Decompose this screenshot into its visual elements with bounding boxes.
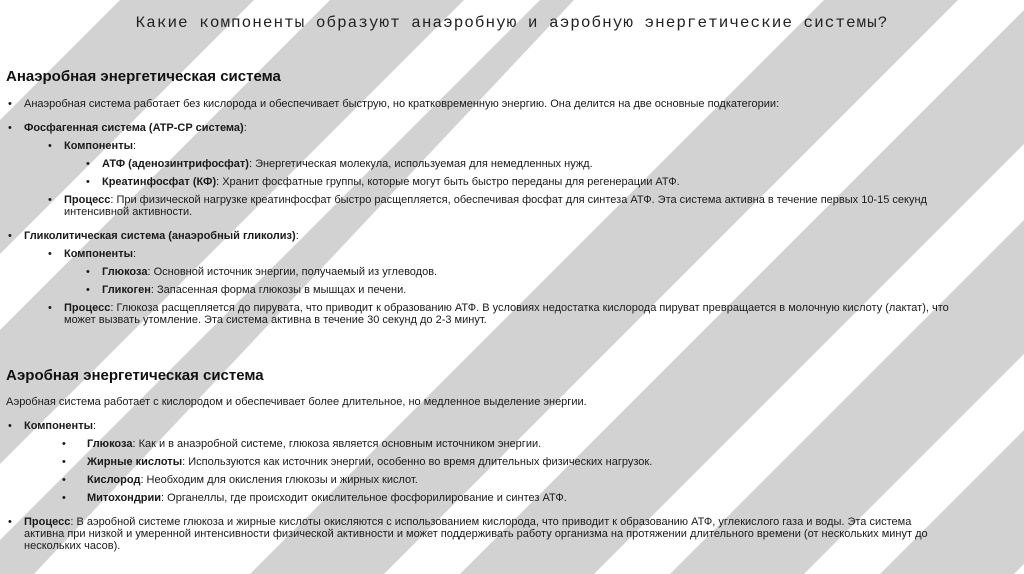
phosphagen-title-line: Фосфагенная система (ATP-CP система):: [24, 122, 247, 134]
bullet-dot: •: [86, 158, 90, 170]
aerobic-heading: Аэробная энергетическая система: [6, 367, 264, 384]
anaerobic-heading: Анаэробная энергетическая система: [6, 68, 281, 85]
oxygen-text: : Необходим для окисления глюкозы и жирных кислот.: [140, 474, 418, 486]
glycolytic-title: Гликолитическая система (анаэробный гликолиз): [24, 230, 296, 242]
process-text: : При физической нагрузке креатинфосфат быстро расщепляется, обеспечивая фосфат для синтеза АТФ. Эта система активна в течение первых 10-15 секунд: [110, 194, 927, 206]
bullet-dot: •: [62, 492, 66, 504]
aerobic-components: Компоненты:: [24, 420, 97, 432]
cp-text: : Хранит фосфатные группы, которые могут быть быстро переданы для регенерации АТФ.: [216, 176, 680, 188]
cp-item: [102, 176, 680, 188]
bullet-dot: •: [48, 194, 52, 206]
bullet-dot: •: [48, 248, 52, 260]
aerobic-intro: Аэробная система работает с кислородом и обеспечивает более длительное, но медленное выделение энергии.: [6, 396, 587, 408]
phosphagen-title: Фосфагенная система (ATP-CP система): [24, 122, 244, 134]
slide-title: Какие компоненты образуют анаэробную и аэробную энергетические системы?: [135, 14, 889, 32]
bullet-dot: •: [62, 456, 66, 468]
process-text: : Глюкоза расщепляется до пирувата, что приводит к образованию АТФ. В условиях недостатка кислорода пируват превращается в молочную кислоту (лактат), что: [110, 302, 949, 314]
bullet-dot: •: [8, 420, 12, 432]
components-label: Компоненты: [64, 140, 133, 152]
oxygen-term: Кислород: [87, 474, 141, 486]
oxygen-item: [87, 474, 418, 486]
aerobic-process: [24, 516, 911, 528]
bullet-dot: •: [86, 284, 90, 296]
glucose-text: : Как и в анаэробной системе, глюкоза является основным источником энергии.: [132, 438, 542, 450]
aerobic-process-cont-2: нескольких часов).: [24, 540, 121, 552]
glucose-item: [102, 266, 437, 278]
bullet-dot: •: [8, 230, 12, 242]
mitochondria-term: Митохондрии: [87, 492, 162, 504]
bullet-dot: •: [48, 302, 52, 314]
glycolytic-process-cont: может вызвать утомление. Эта система активна в течение 30 секунд до 2-3 минут.: [64, 314, 487, 326]
mitochondria-item: [87, 492, 567, 504]
bullet-dot: •: [8, 516, 12, 528]
phosphagen-process-cont: интенсивной активности.: [64, 206, 193, 218]
atp-item: [102, 158, 593, 170]
glycolytic-process: [64, 302, 949, 314]
anaerobic-intro: Анаэробная система работает без кислорода и обеспечивает быструю, но кратковременную энергию. Она делится на две основные подкатегории:: [24, 98, 780, 110]
mitochondria-text: : Органеллы, где происходит окислительное фосфорилирование и синтез АТФ.: [161, 492, 567, 504]
bullet-dot: •: [86, 266, 90, 278]
bullet-dot: •: [62, 438, 66, 450]
process-label: Процесс: [64, 194, 111, 206]
phosphagen-process: [64, 194, 927, 206]
atp-text: : Энергетическая молекула, используемая для немедленных нужд.: [248, 158, 593, 170]
process-text: : В аэробной системе глюкоза и жирные кислоты окисляются с использованием кислорода, что приводит к образованию АТФ, углекислого газа и воды. Эта система: [70, 516, 912, 528]
bullet-dot: •: [86, 176, 90, 188]
cp-term: Креатинфосфат (КФ): [102, 176, 217, 188]
bullet-dot: •: [62, 474, 66, 486]
glycolytic-title-line: Гликолитическая система (анаэробный гликолиз):: [24, 230, 299, 242]
aerobic-glucose-item: [87, 438, 541, 450]
bullet-dot: •: [8, 98, 12, 110]
bullet-dot: •: [48, 140, 52, 152]
components-label: Компоненты: [64, 248, 133, 260]
fatty-acids-item: [87, 456, 652, 468]
atp-term: АТФ (аденозинтрифосфат): [102, 158, 249, 170]
fatty-acids-text: : Используются как источник энергии, особенно во время длительных физических нагрузок.: [182, 456, 653, 468]
aerobic-process-cont-1: активна при низкой и умеренной интенсивности физической активности и может поддерживать работу организма на протяжении длительного времени (от нескольких минут до: [24, 528, 928, 540]
phosphagen-components: Компоненты:: [64, 140, 137, 152]
glycogen-term: Гликоген: [102, 284, 151, 296]
glucose-term: Глюкоза: [102, 266, 148, 278]
glucose-term: Глюкоза: [87, 438, 133, 450]
glycolytic-components: Компоненты:: [64, 248, 137, 260]
glycogen-item: [102, 284, 406, 296]
glucose-text: : Основной источник энергии, получаемый из углеводов.: [147, 266, 438, 278]
bullet-dot: •: [8, 122, 12, 134]
process-label: Процесс: [24, 516, 71, 528]
process-label: Процесс: [64, 302, 111, 314]
components-label: Компоненты: [24, 420, 93, 432]
glycogen-text: : Запасенная форма глюкозы в мышцах и печени.: [150, 284, 407, 296]
fatty-acids-term: Жирные кислоты: [87, 456, 183, 468]
